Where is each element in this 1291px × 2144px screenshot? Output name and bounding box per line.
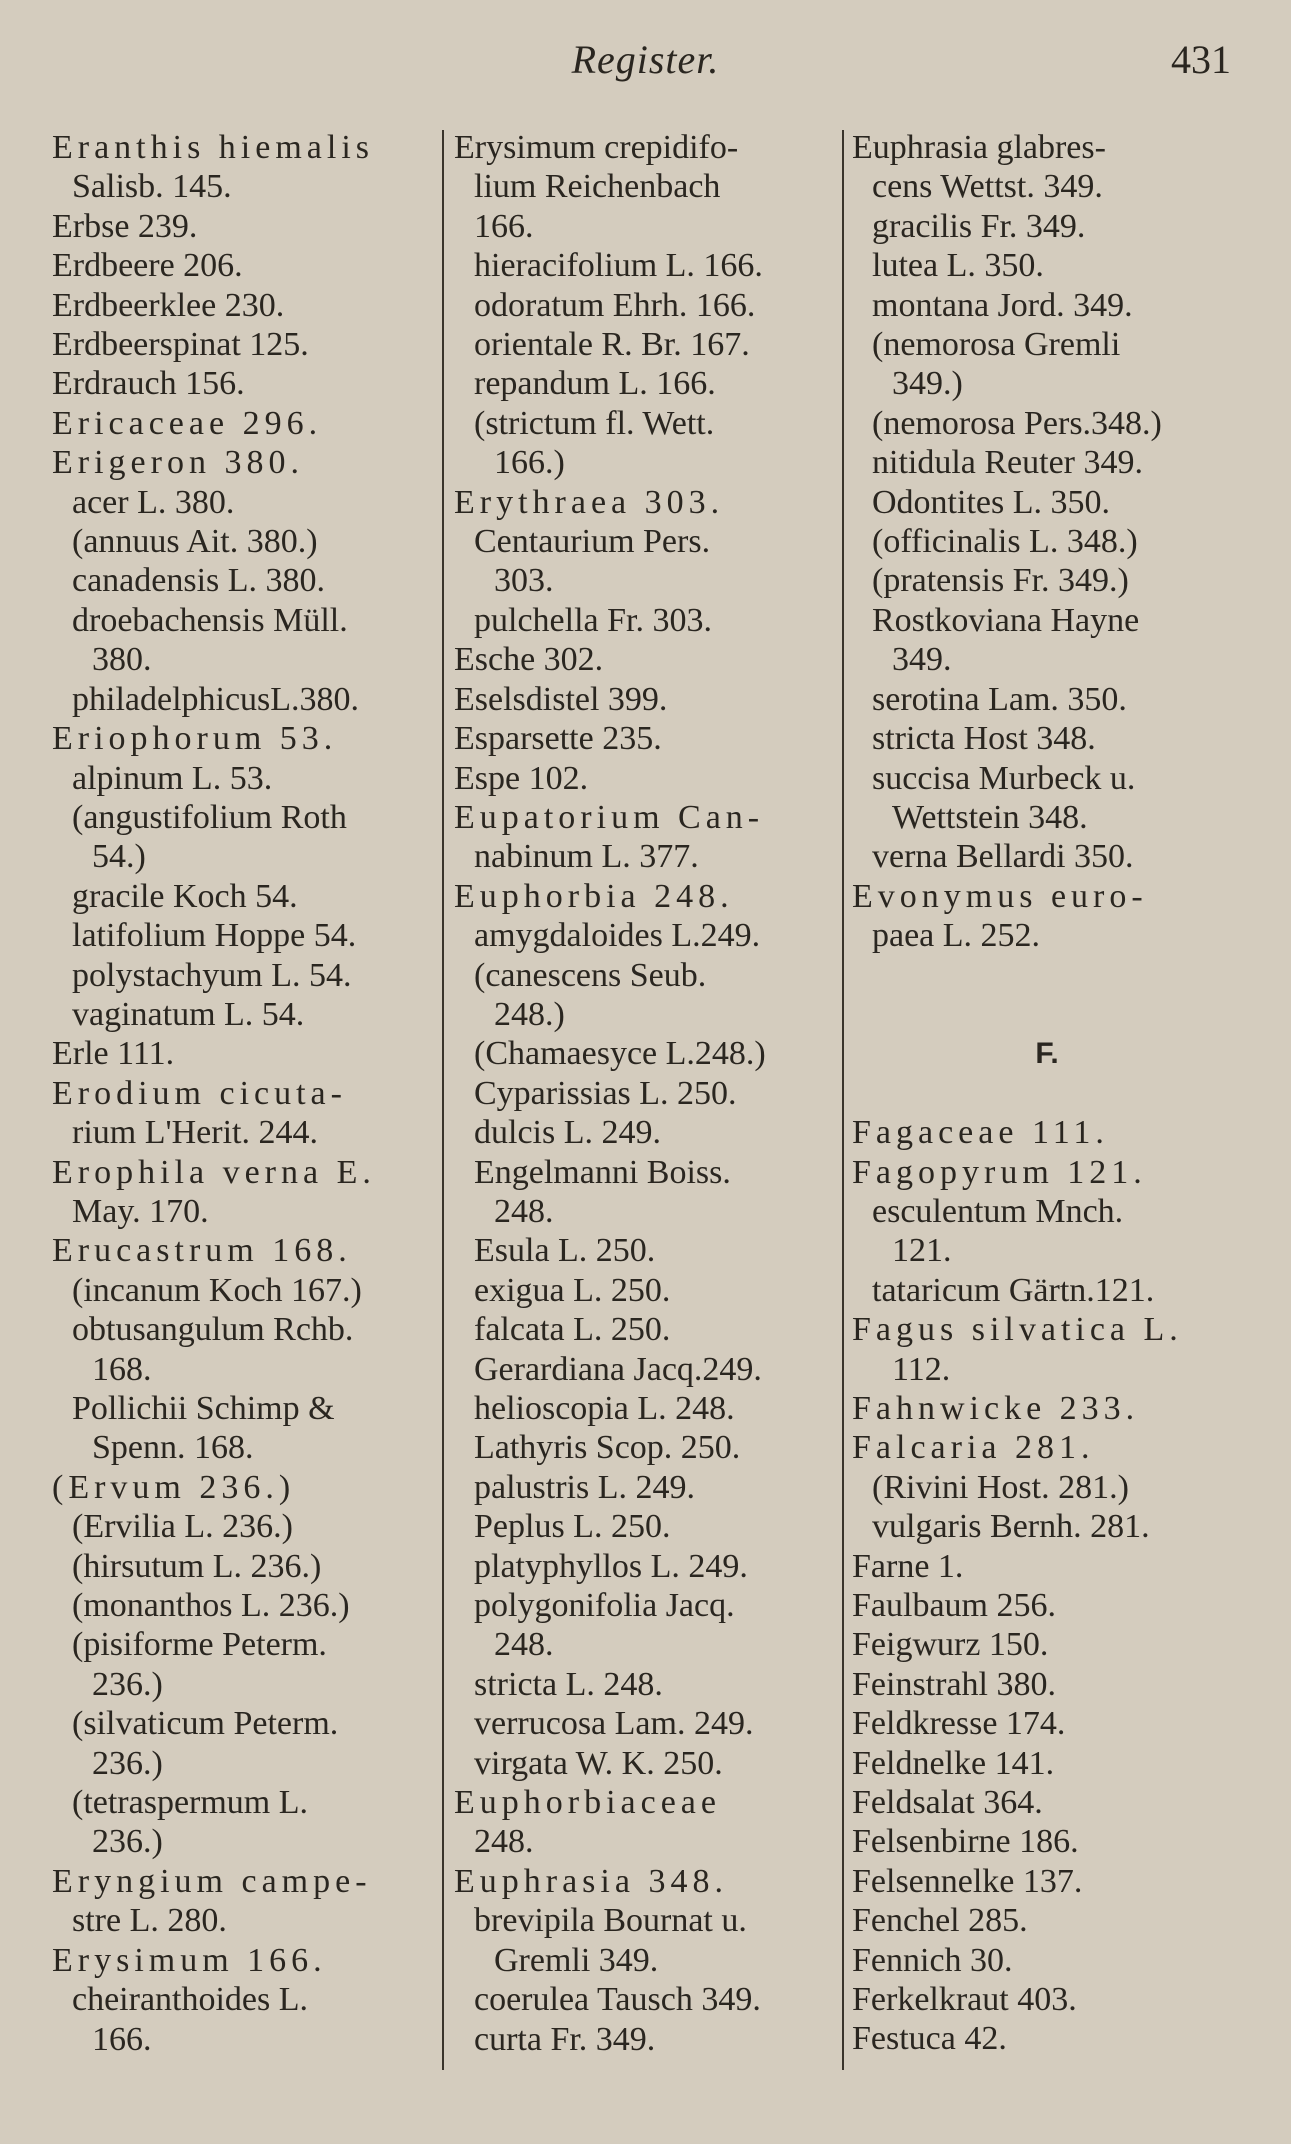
index-subentry: succisa Murbeck u. [872,759,1136,797]
index-subentry: polystachyum L. 54. [72,956,352,994]
index-subentry: dulcis L. 249. [474,1114,661,1152]
index-subentry: (nemorosa Gremli [872,326,1121,364]
index-subentry: (officinalis L. 348.) [872,523,1138,561]
index-subentry: helioscopia L. 248. [474,1390,735,1427]
index-entry: Euphorbia 248. [454,877,734,915]
index-subentry: vaginatum L. 54. [72,995,305,1033]
index-subentry: (Ervilia L. 236.) [72,1508,293,1546]
index-subentry: gracilis Fr. 349. [872,207,1086,245]
index-subentry: paea L. 252. [872,917,1041,955]
index-entry: Fahnwicke 233. [852,1389,1140,1427]
index-subentry: brevipila Bournat u. [474,1902,747,1940]
index-entry: Eselsdistel 399. [454,680,668,718]
index-subentry: lium Reichenbach [474,168,721,206]
index-entry: Erigeron 380. [52,444,304,482]
index-entry: Esparsette 235. [454,720,662,758]
index-entry: Erle 111. [52,1035,175,1073]
index-subentry: droebachensis Müll. [72,601,348,639]
index-entry: Farne 1. [852,1547,964,1585]
index-subentry: (tetraspermum L. [72,1784,309,1822]
index-subentry: (nemorosa Pers.348.) [872,404,1162,442]
index-subentry: Odontites L. 350. [872,483,1110,521]
index-subentry: repandum L. 166. [474,365,716,403]
index-subentry: orientale R. Br. 167. [474,326,750,364]
index-entry: Eryngium campe- [52,1862,372,1900]
index-subentry: hieracifolium L. 166. [474,247,763,285]
index-subentry: Engelmanni Boiss. [474,1153,731,1191]
blank-line [852,956,1242,995]
index-subentry: acer L. 380. [72,483,235,521]
page-header-title: Register. [571,37,720,82]
index-entry: (Ervum 236.) [52,1468,296,1506]
index-column-3 [852,128,1242,2059]
index-subentry: 168. [92,1350,152,1388]
index-subentry: alpinum L. 53. [72,759,273,797]
index-subentry: Peplus L. 250. [474,1508,671,1546]
index-subentry: Spenn. 168. [92,1429,254,1467]
index-subentry: Centaurium Pers. [474,523,711,561]
index-entry: Fagaceae 111. [852,1114,1109,1152]
index-entry: Erophila verna E. [52,1153,376,1191]
index-subentry: Cyparissias L. 250. [474,1074,737,1112]
index-subentry: 248. [494,1192,554,1230]
index-subentry: serotina Lam. 350. [872,680,1127,718]
index-subentry: 248.) [494,995,565,1033]
index-entry: Ferkelkraut 403. [852,1981,1077,2019]
index-subentry: (Chamaesyce L.248.) [474,1035,766,1073]
index-subentry: 236.) [92,1744,163,1782]
index-subentry: virgata W. K. 250. [474,1744,723,1782]
index-entry: Falcaria 281. [852,1429,1095,1467]
index-subentry: latifolium Hoppe 54. [72,917,357,955]
index-subentry: Pollichii Schimp & [72,1390,335,1427]
index-subentry: odoratum Ehrh. 166. [474,286,756,324]
index-subentry: stricta Host 348. [872,720,1096,758]
index-subentry: nabinum L. 377. [474,838,699,876]
column-divider-2 [842,130,844,2070]
index-subentry: (annuus Ait. 380.) [72,523,318,561]
index-subentry: Salisb. 145. [72,168,232,206]
index-entry: Euphrasia glabres- [852,129,1106,166]
index-entry: Feigwurz 150. [852,1626,1049,1664]
index-subentry: Gremli 349. [494,1941,659,1979]
index-entry: Festuca 42. [852,2020,1007,2058]
index-subentry: polygonifolia Jacq. [474,1587,735,1625]
index-entry: Euphorbiaceae [454,1784,721,1822]
index-entry: Feldnelke 141. [852,1744,1055,1782]
index-entry: Eupatorium Can- [454,798,765,836]
index-entry: Fenchel 285. [852,1902,1028,1940]
index-entry: Erbse 239. [52,207,198,245]
blank-line [852,995,1242,1034]
index-entry: Espe 102. [454,759,589,797]
page-number: 431 [1171,37,1231,82]
index-subentry: amygdaloides L.249. [474,917,761,955]
index-entry: Erysimum 166. [52,1941,327,1979]
index-subentry: stre L. 280. [72,1902,227,1940]
index-subentry: 236.) [92,1665,163,1703]
index-entry: Fagopyrum 121. [852,1153,1147,1191]
index-subentry: coerulea Tausch 349. [474,1981,761,2019]
index-entry: Eranthis hiemalis [52,129,375,166]
index-subentry: Wettstein 348. [892,798,1088,836]
index-subentry: 166.) [494,444,565,482]
index-subentry: 166. [474,207,534,245]
index-entry: Erucastrum 168. [52,1232,352,1270]
index-entry: Erysimum crepidifo- [454,129,739,166]
index-subentry: tataricum Gärtn.121. [872,1271,1155,1309]
section-heading: F. [1035,1037,1059,1071]
index-subentry: 112. [892,1350,951,1388]
index-subentry: philadelphicusL.380. [72,680,360,718]
index-subentry: cheiranthoides L. [72,1981,309,2019]
index-subentry: 236.) [92,1823,163,1861]
index-entry: Feldsalat 364. [852,1784,1043,1822]
blank-line [852,1074,1242,1113]
index-subentry: (Rivini Host. 281.) [872,1468,1129,1506]
index-subentry: (incanum Koch 167.) [72,1271,362,1309]
index-subentry: platyphyllos L. 249. [474,1547,748,1585]
index-subentry: 303. [494,562,554,600]
index-subentry: palustris L. 249. [474,1468,695,1506]
index-entry: Feinstrahl 380. [852,1665,1056,1703]
index-subentry: 349. [892,641,952,679]
index-subentry: Gerardiana Jacq.249. [474,1350,762,1388]
index-subentry: (monanthos L. 236.) [72,1587,350,1625]
index-subentry: 349.) [892,365,963,403]
index-entry: Esche 302. [454,641,604,679]
index-subentry: 54.) [92,838,146,876]
index-entry: Erythraea 303. [454,483,725,521]
index-subentry: May. 170. [72,1192,209,1230]
index-entry: Erdbeerklee 230. [52,286,285,324]
index-subentry: 248. [474,1823,534,1861]
index-entry: Fagus silvatica L. [852,1311,1183,1349]
index-subentry: gracile Koch 54. [72,877,298,915]
index-subentry: canadensis L. 380. [72,562,326,600]
index-subentry: rium L'Herit. 244. [72,1114,318,1152]
index-subentry: 121. [892,1232,952,1270]
index-subentry: 380. [92,641,152,679]
index-column-1 [52,128,440,2059]
index-subentry: nitidula Reuter 349. [872,444,1144,482]
index-subentry: (pisiforme Peterm. [72,1626,327,1664]
index-entry: Eriophorum 53. [52,720,338,758]
index-subentry: (hirsutum L. 236.) [72,1547,322,1585]
index-subentry: Lathyris Scop. 250. [474,1429,741,1467]
index-subentry: pulchella Fr. 303. [474,601,712,639]
index-entry: Felsennelke 137. [852,1862,1083,1900]
index-entry: Evonymus euro- [852,877,1148,915]
column-divider-1 [442,130,444,2070]
index-subentry: stricta L. 248. [474,1665,663,1703]
index-entry: Faulbaum 256. [852,1586,1056,1624]
index-subentry: 248. [494,1626,554,1664]
index-subentry: (silvaticum Peterm. [72,1705,339,1743]
index-subentry: Rostkoviana Hayne [872,601,1140,639]
index-subentry: 166. [92,2020,152,2058]
index-column-2 [454,128,840,2059]
index-subentry: cens Wettst. 349. [872,168,1103,206]
index-subentry: curta Fr. 349. [474,2020,656,2058]
index-subentry: (canescens Seub. [474,956,707,994]
index-entry: Fennich 30. [852,1941,1013,1979]
index-subentry: obtusangulum Rchb. [72,1311,354,1349]
index-subentry: Esula L. 250. [474,1232,656,1270]
index-entry: Erodium cicuta- [52,1074,347,1112]
index-subentry: exigua L. 250. [474,1271,671,1309]
index-entry: Erdrauch 156. [52,365,245,403]
index-subentry: esculentum Mnch. [872,1192,1124,1230]
index-subentry: lutea L. 350. [872,247,1044,285]
index-entry: Erdbeerspinat 125. [52,326,309,364]
index-entry: Euphrasia 348. [454,1862,728,1900]
index-subentry: (angustifolium Roth [72,798,347,836]
index-subentry: (strictum fl. Wett. [474,404,715,442]
index-subentry: montana Jord. 349. [872,286,1133,324]
index-subentry: falcata L. 250. [474,1311,671,1349]
index-subentry: verrucosa Lam. 249. [474,1705,754,1743]
index-subentry: vulgaris Bernh. 281. [872,1508,1150,1546]
index-entry: Felsenbirne 186. [852,1823,1079,1861]
index-entry: Erdbeere 206. [52,247,243,285]
index-subentry: verna Bellardi 350. [872,838,1134,876]
index-entry: Ericaceae 296. [52,404,323,442]
index-entry: Feldkresse 174. [852,1705,1066,1743]
index-subentry: (pratensis Fr. 349.) [872,562,1129,600]
